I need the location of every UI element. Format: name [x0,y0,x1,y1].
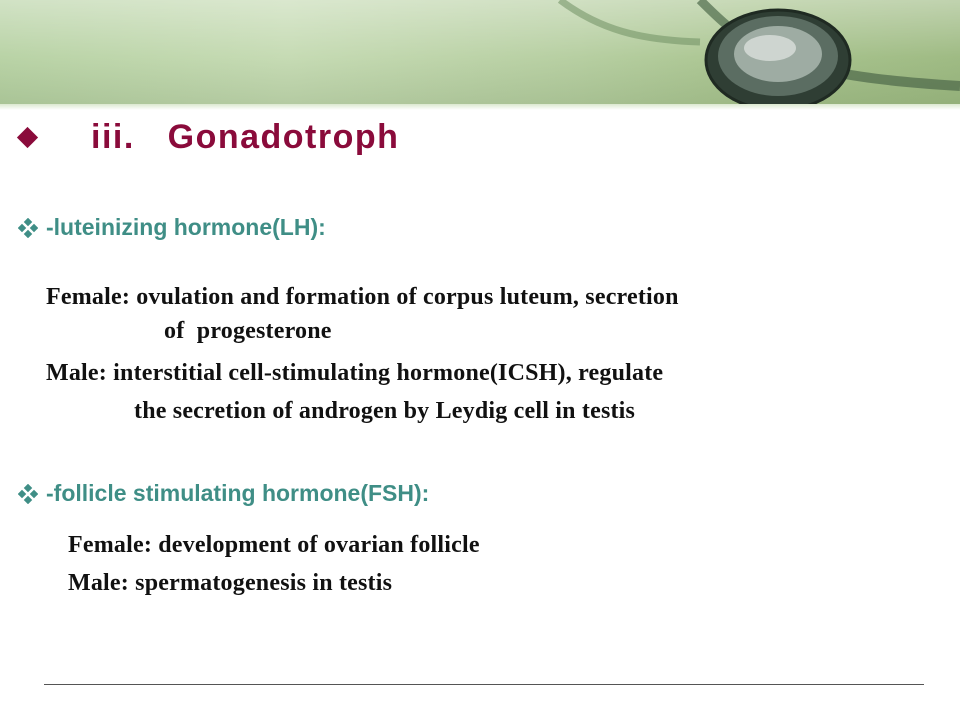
four-petal-diamond-icon [18,484,38,504]
slide-title-row [16,112,399,162]
fsh-male-line: Male: spermatogenesis in testis [68,570,393,596]
lh-female-line: Female: ovulation and formation of corpus luteum, secretion [46,284,679,310]
lh-male-continuation: the secretion of androgen by Leydig cell in testis [134,398,636,424]
section-heading-lh [18,214,326,241]
lh-male-line: Male: interstitial cell-stimulating hormone(ICSH), regulate [46,360,664,386]
fsh-female-line: Female: development of ovarian follicle [68,532,480,558]
filled-diamond-icon [17,126,38,147]
banner-divider [0,104,960,110]
footer-divider [44,684,924,685]
section-heading-fsh [18,480,429,507]
slide-title: iii. Gonadotroph [91,117,400,156]
section-heading-text: -luteinizing hormone(LH): [46,214,326,240]
lh-female-continuation: of progesterone [164,318,332,344]
stethoscope-icon [0,0,960,104]
header-banner [0,0,960,104]
four-petal-diamond-icon [18,218,38,238]
section-heading-text: -follicle stimulating hormone(FSH): [46,480,430,506]
